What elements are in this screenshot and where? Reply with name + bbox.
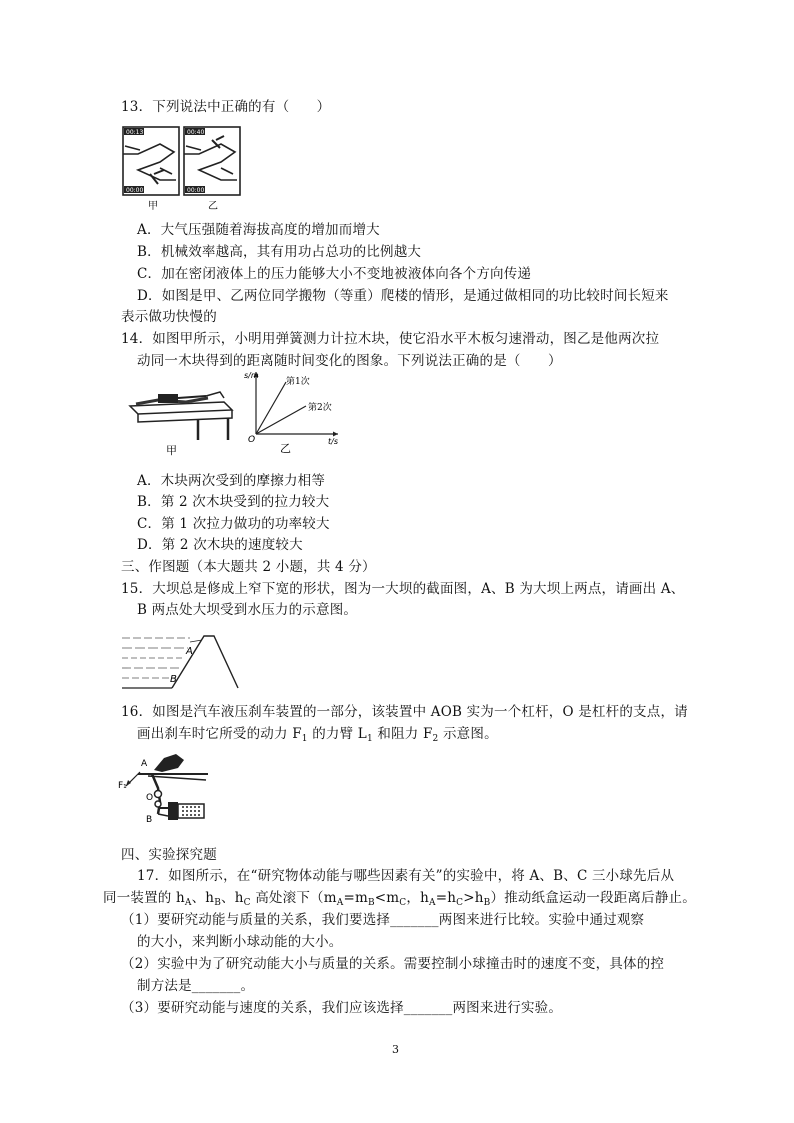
- q17-part1-line2: 的大小，来判断小球动能的大小。: [137, 934, 343, 950]
- dam-point-b: B: [170, 674, 177, 685]
- q13-option-b: B．机械效率越高，其有用功占总功的比例越大: [137, 244, 422, 260]
- q13-label-yi: 乙: [208, 201, 218, 212]
- pivot-label-o: O: [146, 793, 154, 803]
- lever-label-a: A: [141, 759, 148, 769]
- q14-option-d: D．第 2 次木块的速度较大: [137, 537, 303, 553]
- q14-figure-jia: [128, 382, 238, 458]
- q16-line1: 16．如图是汽车液压刹车装置的一部分，该装置中 AOB 实为一个杠杆，O 是杠杆的支点，请: [121, 704, 688, 720]
- q15-line2: B 两点处大坝受到水压力的示意图。: [137, 602, 358, 618]
- q17-part1-line1: （1）要研究动能与质量的关系，我们要选择_______两图来进行比较。实验中通过观察: [121, 912, 645, 928]
- q13-figure: [120, 124, 244, 212]
- q13-stem: 13．下列说法中正确的有（ ）: [121, 99, 331, 115]
- person-right-icon: [212, 136, 224, 148]
- q15-dam-figure: [120, 630, 242, 692]
- building-left: [123, 127, 179, 195]
- q14-option-a: A．木块两次受到的摩擦力相等: [137, 473, 326, 489]
- q13-option-d-line2: 表示做功快慢的: [121, 309, 217, 325]
- q14-line1: 14．如图甲所示，小明用弹簧测力计拉木块，使它沿水平木板匀速滑动，图乙是他两次拉: [121, 331, 660, 347]
- q15-line1: 15．大坝总是修成上窄下宽的形状，图为一大坝的截面图，A、B 为大坝上两点，请画出 A、: [121, 581, 685, 597]
- q17-part2-line2: 制方法是_______。: [137, 978, 255, 994]
- q13-option-d-line1: D．如图是甲、乙两位同学搬物（等重）爬楼的情形，是通过做相同的功比较时间长短来: [137, 288, 669, 304]
- q17-part2-line1: （2）实验中为了研究动能大小与质量的关系。需要控制小球撞击时的速度不变，具体的控: [121, 956, 665, 972]
- x-axis-label: t/s: [328, 437, 338, 446]
- section-3-heading: 三、作图题（本大题共 2 小题，共 4 分）: [121, 559, 376, 575]
- q13-time-bottom-right: 00:00: [187, 187, 205, 194]
- q13-option-c: C．加在密闭液体上的压力能够大小不变地被液体向各个方向传递: [137, 266, 532, 282]
- dam-point-a: A: [186, 646, 193, 657]
- lever-label-b: B: [146, 815, 153, 825]
- y-axis-label: s/m: [244, 371, 259, 380]
- q14-label-jia: 甲: [166, 444, 177, 457]
- q13-option-a: A．大气压强随着海拔高度的增加而增大: [137, 222, 380, 238]
- wood-block: [158, 394, 178, 403]
- page-number: 3: [392, 1043, 400, 1056]
- q17-part3-line1: （3）要研究动能与速度的关系，我们应该选择_______两图来进行实验。: [121, 1000, 563, 1016]
- q13-time-top-right: 00:40: [187, 129, 205, 136]
- q17-line1: 17．如图所示，在“研究物体动能与哪些因素有关”的实验中，将 A、B、C 三小球先后从: [137, 868, 675, 884]
- q16-line2: 画出刹车时它所受的动力 $F_1$ 的力臂 $L_1$ 和阻力 $F_2$ 示意图。: [137, 726, 498, 744]
- origin-label: O: [248, 435, 256, 445]
- series-1-label: 第1次: [286, 377, 310, 387]
- dam-outline: [172, 636, 238, 688]
- q14-label-yi: 乙: [280, 442, 291, 455]
- q13-time-top-left: 00:13: [126, 129, 144, 136]
- hand-icon: [206, 392, 224, 398]
- q14-option-b: B．第 2 次木块受到的拉力较大: [137, 494, 330, 510]
- piston: [168, 802, 178, 820]
- q14-graph-yi: [244, 366, 344, 456]
- water-lines: [122, 638, 190, 678]
- series-2-label: 第2次: [308, 403, 332, 413]
- q16-brake-figure: [118, 752, 210, 832]
- q13-label-jia: 甲: [148, 201, 158, 212]
- q17-line2: 同一装置的 $h_A$、$h_B$、$h_C$ 高处滚下（$m_A=m_B<m_C$，$h_A=h_C>h_B$）推动纸盒运动一段距离后静止。: [103, 890, 696, 908]
- q14-option-c: C．第 1 次拉力做功的功率较大: [137, 516, 330, 532]
- person-left-icon: [150, 170, 164, 184]
- q13-time-bottom-left: 00:00: [126, 187, 144, 194]
- building-right: [184, 127, 240, 195]
- force-label-f1: F₁: [118, 781, 127, 791]
- foot-icon: [154, 754, 184, 772]
- section-4-heading: 四、实验探究题: [121, 847, 217, 863]
- q14-line2: 动同一木块得到的距离随时间变化的图象。下列说法正确的是（ ）: [137, 353, 562, 369]
